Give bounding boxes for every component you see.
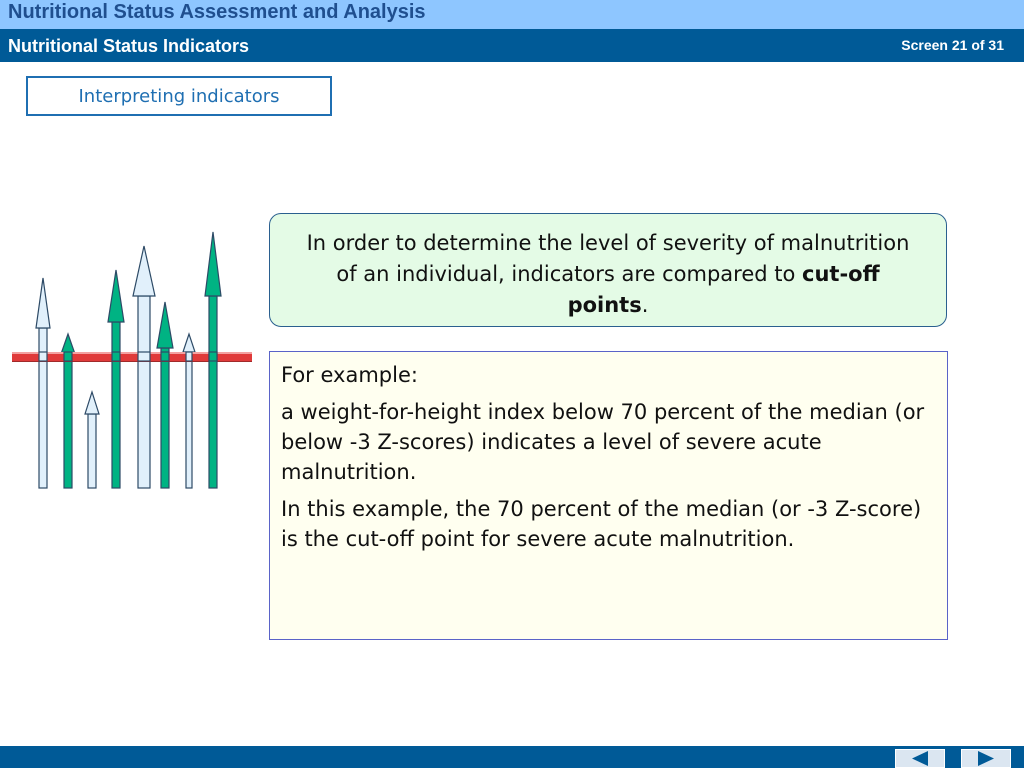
intro-bold-term: cut-off points <box>567 262 880 317</box>
example-heading: For example: <box>281 363 418 387</box>
footer-bar <box>0 746 1024 768</box>
screen-counter: Screen 21 of 31 <box>901 37 1004 53</box>
previous-button[interactable] <box>895 749 945 768</box>
triangle-right-icon <box>962 750 1010 767</box>
section-tab-label: Interpreting indicators <box>78 86 280 107</box>
section-tab <box>26 76 332 116</box>
arrow-light-1 <box>36 278 50 488</box>
cutoff-arrows-illustration <box>8 226 258 494</box>
next-button[interactable] <box>961 749 1011 768</box>
arrow-green-3 <box>157 302 173 488</box>
triangle-left-icon <box>896 750 944 767</box>
module-header-bar <box>0 29 1024 62</box>
module-title: Nutritional Status Indicators <box>8 36 250 56</box>
example-paragraph-1: a weight-for-height index below 70 percent of the median (or below -3 Z-scores) indicates a level of severe acute malnutrition. <box>281 400 925 484</box>
course-header-bar <box>0 0 1024 29</box>
intro-box <box>269 213 947 327</box>
arrow-green-2 <box>108 270 124 488</box>
intro-end: . <box>641 293 649 317</box>
example-paragraph-2: In this example, the 70 percent of the median (or -3 Z-score) is the cut-off point for severe acute malnutrition. <box>281 497 922 551</box>
example-box <box>269 351 948 640</box>
course-title: Nutritional Status Assessment and Analysis <box>8 1 426 23</box>
arrow-light-3 <box>133 246 155 488</box>
intro-text: In order to determine the level of severity of malnutrition of an individual, indicators are compared to <box>306 231 910 286</box>
arrow-light-2 <box>85 392 99 488</box>
